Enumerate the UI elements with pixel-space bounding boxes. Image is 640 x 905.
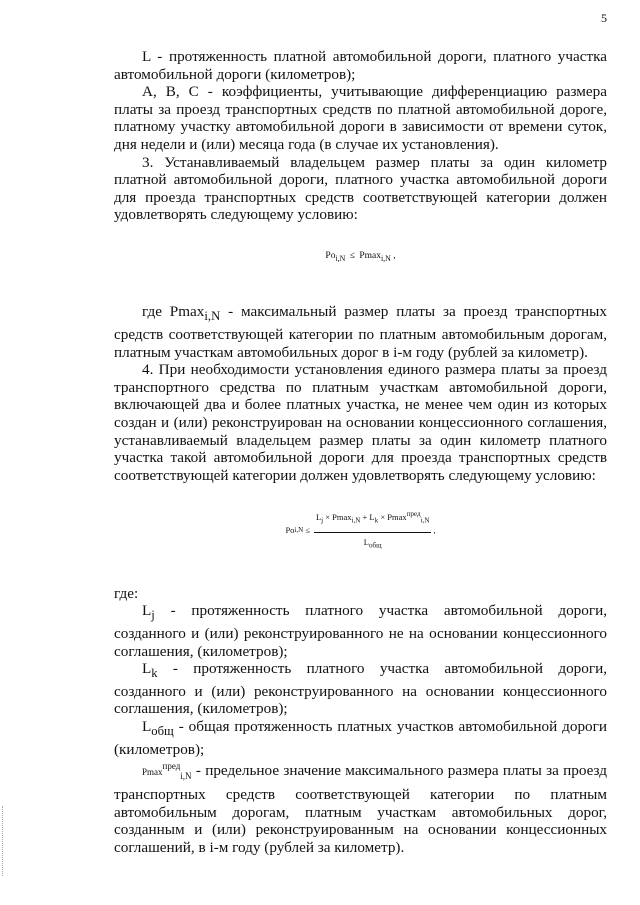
fraction-denominator: $L_{общ}$ bbox=[363, 536, 382, 550]
lobsh-definition: $L_{общ}$ - общая протяженность платных участков автомобильной дороги (километров); bbox=[114, 718, 607, 758]
page-number: 5 bbox=[601, 11, 607, 25]
fraction bbox=[314, 506, 431, 554]
document-body bbox=[114, 48, 607, 856]
formula-max-fee-condition: $Po_{i,N} \le Pmax_{i,N}$ , bbox=[325, 250, 396, 263]
clause-3: 3. Устанавливаемый владельцем размер платы за один километр платной автомобильной дороги, платного участка автомобильной дороги для проезда транспортных средств соответствующей категории должен удовлетворять следующему условию: bbox=[114, 153, 607, 224]
where-label: где: bbox=[114, 584, 139, 602]
lk-definition: $L_k$ - протяженность платного участка автомобильной дороги, созданного и (или) реконструированного на основании концессионного соглашения, (километров); bbox=[114, 660, 607, 718]
lj-definition: $L_j$ - протяженность платного участка автомобильной дороги, созданного и (или) реконструированного не на основании концессионного соглашения, (километров); bbox=[114, 602, 607, 660]
clause-4: 4. При необходимости установления единого размера платы за проезд транспортного средства по платным участкам автомобильной дороги, включающей два и более платных участка, не менее чем один из которых создан и (или) реконструирован на основании концессионного соглашения, устанавливаемый владельцем размер платы за один километр платного участка такой автомобильной дороги для проезда транспортных средств соответствующей категории должен удовлетворять следующему условию: bbox=[114, 361, 607, 484]
abc-definition: А, В, С - коэффициенты, учитывающие дифференциацию размера платы за проезд транспортных средств по платной автомобильной дороге, платному участку автомобильной дороги в зависимости от времени суток, дня недели и (или) месяца года (в случае их установления). bbox=[114, 83, 607, 153]
l-definition: L - протяженность платной автомобильной дороги, платного участка автомобильной дороги (километров); bbox=[114, 48, 607, 83]
fraction-numerator: $L_j \times Pmax_{i,N} + L_k \times Pmax^{пред}_{i,N}$ bbox=[314, 506, 431, 532]
pmax-pred-definition: Pmax$^{пред}_{i,N}$ - предельное значение максимального размера платы за проезд транспортных средств соответствующей категории по платным автомобильным дорогам, платным участкам автомобильных дорог, созданным и (или) реконструированным на основании концессионных соглашений, в i-м году (рублей за километр). bbox=[114, 761, 607, 856]
pmax-definition: где Pmax$_{i,N}$ - максимальный размер платы за проезд транспортных средств соответствующей категории по платным автомобильным дорогам, платным участкам автомобильных дорог в i-м году (рублей за километр). bbox=[114, 303, 607, 361]
formula-unified-fee-condition: Po i,N ≤ $\frac{L_j \times Pmax_{i,N} + L_k \times Pmax^{пред}_{i,N}}{L_{общ}}$ , bbox=[114, 506, 607, 554]
scan-edge-artifact bbox=[2, 806, 5, 876]
